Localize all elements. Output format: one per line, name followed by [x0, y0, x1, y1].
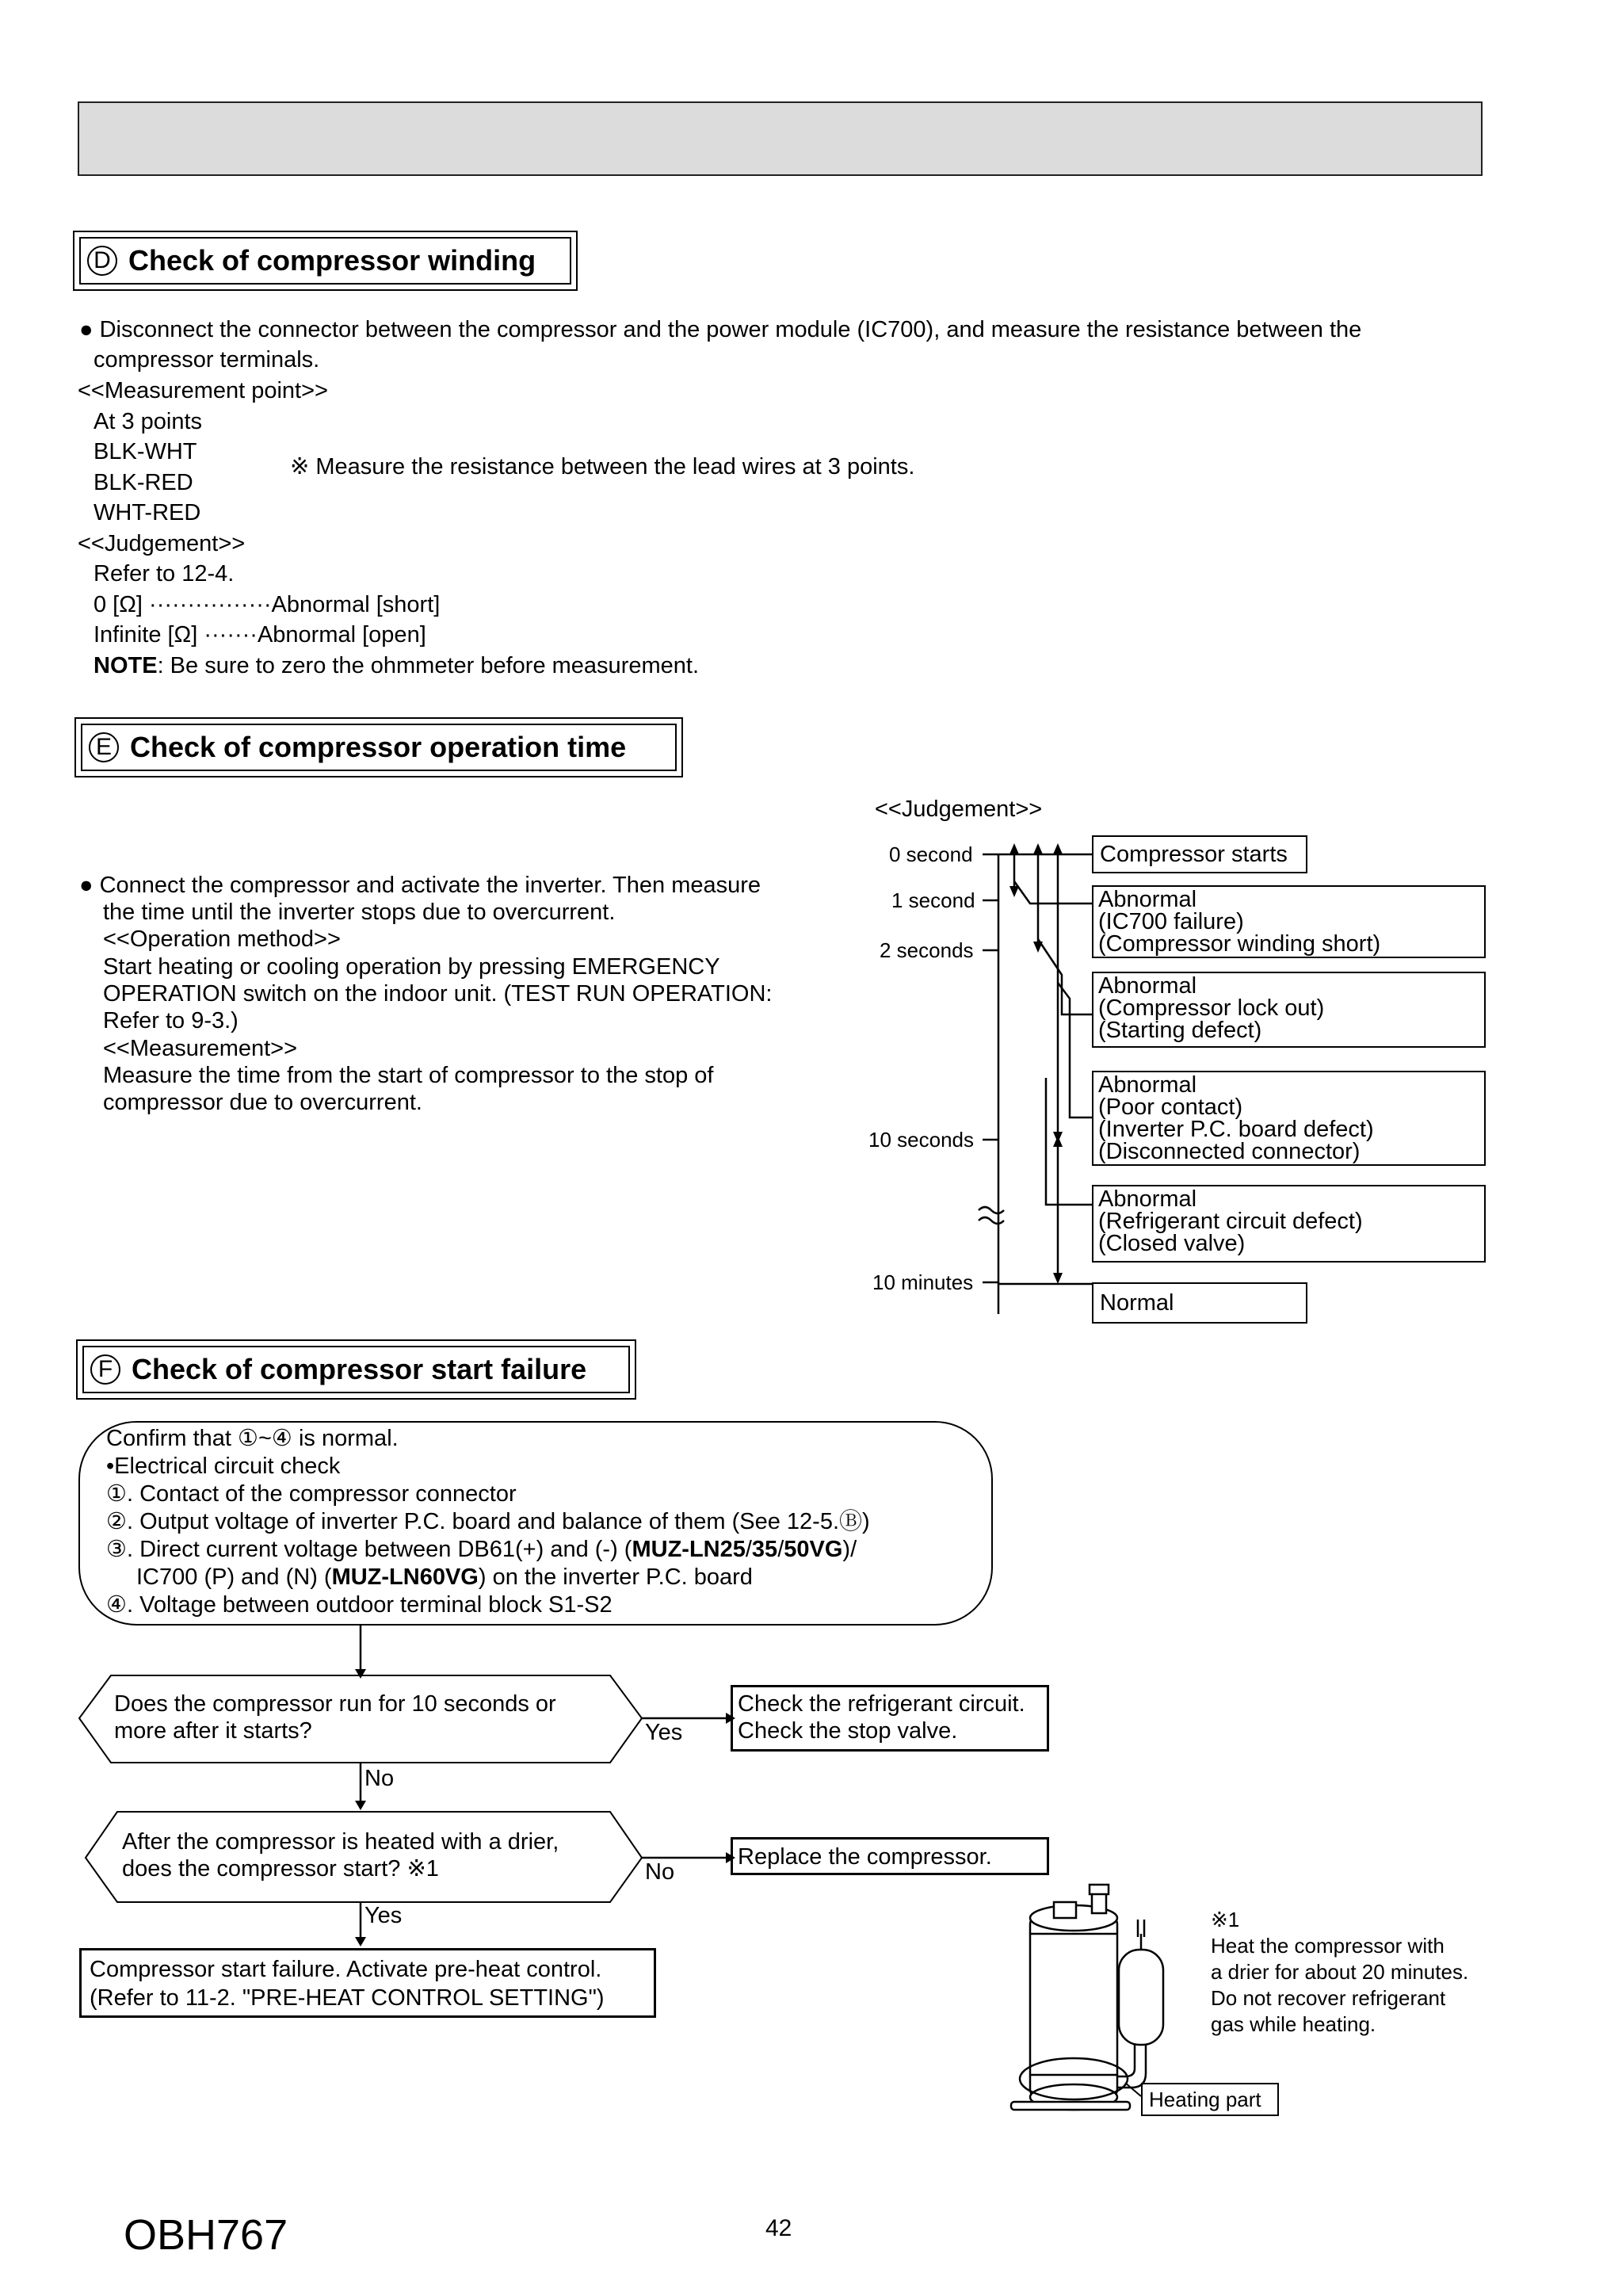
- refer-text: Refer to 12-4.: [94, 561, 235, 586]
- model-code: 35: [751, 1537, 778, 1562]
- model-code: MUZ-LN60VG: [331, 1564, 479, 1590]
- section-d-heading: Check of compressor winding: [128, 244, 536, 277]
- result-line: (Refrigerant circuit defect): [1098, 1209, 1363, 1234]
- result-line: Abnormal: [1098, 1186, 1197, 1212]
- section-d-bullet: ● Disconnect the connector between the compressor and the power module (IC700), and measure the resistance between the: [79, 317, 1362, 342]
- note-label: NOTE: [94, 653, 158, 678]
- footnote-mark: ※1: [1211, 1908, 1240, 1931]
- section-e-bullet: ● Connect the compressor and activate the inverter. Then measure: [79, 873, 761, 898]
- footnote-line: Heat the compressor with: [1211, 1934, 1445, 1958]
- operation-text: OPERATION switch on the indoor unit. (TEST RUN OPERATION:: [103, 981, 773, 1007]
- document-code: OBH767: [124, 2211, 288, 2259]
- question-1: Does the compressor run for 10 seconds or: [114, 1691, 556, 1717]
- note-text: : Be sure to zero the ohmmeter before measurement.: [157, 653, 700, 678]
- confirm-line: ②. Output voltage of inverter P.C. board and balance of them (See 12-5.Ⓑ): [106, 1509, 870, 1534]
- section-f-letter: F: [90, 1354, 120, 1385]
- result-line: Check the stop valve.: [738, 1718, 958, 1744]
- footnote-line: a drier for about 20 minutes.: [1211, 1960, 1469, 1984]
- q2-no-label: No: [645, 1859, 675, 1885]
- result-normal: Normal: [1092, 1282, 1307, 1324]
- separator: /: [745, 1537, 752, 1562]
- question-2-cont: does the compressor start? ※1: [122, 1856, 439, 1881]
- section-f-heading: Check of compressor start failure: [132, 1353, 587, 1385]
- result-line: (IC700 failure): [1098, 909, 1244, 934]
- judgement-header: <<Judgement>>: [78, 531, 246, 556]
- result-line: (Starting defect): [1098, 1018, 1262, 1043]
- section-e-bullet-cont: the time until the inverter stops due to overcurrent.: [103, 900, 616, 925]
- time-label: 10 seconds: [868, 1128, 974, 1152]
- question-1-cont: more after it starts?: [114, 1718, 312, 1744]
- point-item: BLK-RED: [94, 470, 193, 495]
- result-line: Abnormal: [1098, 973, 1197, 999]
- operation-text: Start heating or cooling operation by pressing EMERGENCY: [103, 954, 720, 980]
- confirm-text: IC700 (P) and (N) (: [136, 1564, 332, 1590]
- confirm-text: ) on the inverter P.C. board: [478, 1564, 753, 1590]
- result-line: (Inverter P.C. board defect): [1098, 1117, 1374, 1142]
- confirm-text: ③. Direct current voltage between DB61(+) and (-) (: [106, 1537, 632, 1562]
- measurement-text: Measure the time from the start of compressor to the stop of: [103, 1063, 714, 1088]
- confirm-text: )/: [842, 1537, 857, 1562]
- point-item: WHT-RED: [94, 500, 201, 525]
- model-code: MUZ-LN25: [632, 1537, 746, 1562]
- short-line: 0 [Ω] ················Abnormal [short]: [94, 592, 441, 617]
- result-line: (Compressor winding short): [1098, 931, 1381, 957]
- section-e-heading: Check of compressor operation time: [130, 731, 627, 763]
- result-line: Compressor start failure. Activate pre-heat control.: [90, 1957, 602, 1982]
- result-line: (Closed valve): [1098, 1231, 1246, 1256]
- confirm-line: •Electrical circuit check: [106, 1454, 341, 1479]
- q1-yes-label: Yes: [645, 1720, 683, 1745]
- footnote-line: gas while heating.: [1211, 2012, 1376, 2036]
- operation-text: Refer to 9-3.): [103, 1008, 239, 1033]
- operation-method-header: <<Operation method>>: [103, 926, 341, 952]
- heating-part-label: Heating part: [1141, 2083, 1279, 2116]
- section-d-letter: D: [87, 246, 117, 276]
- measurement-text: compressor due to overcurrent.: [103, 1090, 422, 1115]
- time-label: 1 second: [891, 888, 975, 912]
- confirm-line: Confirm that ①~④ is normal.: [106, 1426, 399, 1451]
- model-code: 50VG: [784, 1537, 843, 1562]
- measure-note: ※ Measure the resistance between the lead wires at 3 points.: [290, 454, 915, 479]
- result-line: (Compressor lock out): [1098, 995, 1325, 1021]
- open-line: Infinite [Ω] ·······Abnormal [open]: [94, 622, 426, 648]
- judgement-diagram-header: <<Judgement>>: [875, 797, 1043, 822]
- time-label: 0 second: [889, 842, 973, 866]
- result-line: (Disconnected connector): [1098, 1139, 1361, 1164]
- time-label: 2 seconds: [880, 938, 974, 962]
- result-line: Abnormal: [1098, 1072, 1197, 1098]
- point-item: At 3 points: [94, 409, 203, 434]
- result-replace-compressor: Replace the compressor.: [731, 1837, 1049, 1875]
- section-e-letter: E: [89, 732, 119, 762]
- q1-no-label: No: [364, 1766, 395, 1791]
- q2-yes-label: Yes: [364, 1903, 403, 1928]
- question-2: After the compressor is heated with a drier,: [122, 1829, 559, 1855]
- measurement-point-header: <<Measurement point>>: [78, 378, 328, 403]
- footnote-line: Do not recover refrigerant: [1211, 1986, 1446, 2010]
- confirm-line: ①. Contact of the compressor connector: [106, 1481, 517, 1507]
- separator: /: [777, 1537, 784, 1562]
- result-compressor-starts: Compressor starts: [1092, 835, 1307, 873]
- point-item: BLK-WHT: [94, 439, 197, 464]
- result-line: Abnormal: [1098, 887, 1197, 912]
- confirm-line: ④. Voltage between outdoor terminal block S1-S2: [106, 1592, 613, 1618]
- result-line: (Refer to 11-2. "PRE-HEAT CONTROL SETTING"): [90, 1985, 605, 2011]
- result-line: Check the refrigerant circuit.: [738, 1691, 1025, 1717]
- result-line: (Poor contact): [1098, 1095, 1243, 1120]
- measurement-header: <<Measurement>>: [103, 1036, 298, 1061]
- time-label: 10 minutes: [872, 1270, 974, 1294]
- section-d-bullet-cont: compressor terminals.: [94, 347, 320, 372]
- page-number: 42: [765, 2215, 792, 2241]
